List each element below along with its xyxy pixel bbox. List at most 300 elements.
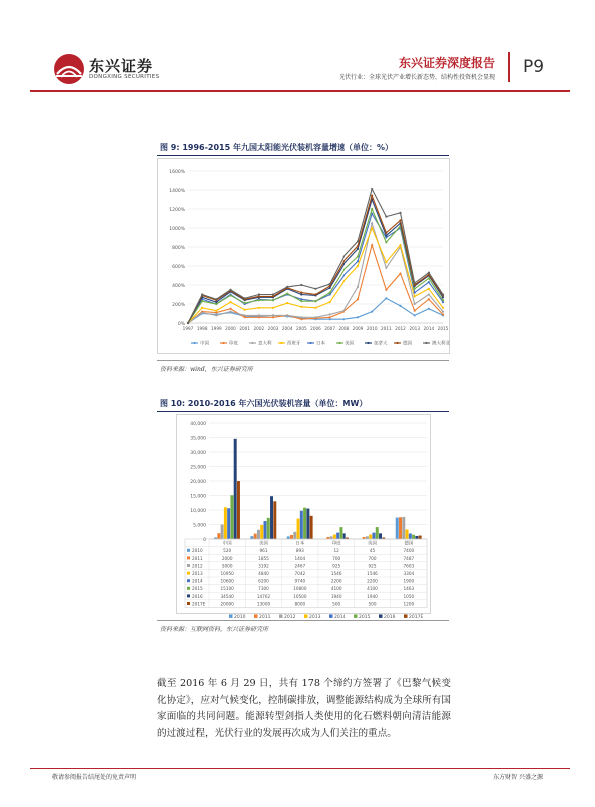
bar xyxy=(333,535,336,539)
x-tick-label: 2004 xyxy=(281,326,293,331)
data-point xyxy=(329,293,331,295)
page-number: P9 xyxy=(523,57,545,77)
data-point xyxy=(385,297,387,299)
data-point xyxy=(357,255,359,257)
bar xyxy=(306,509,309,539)
table-cell-value: 1940 xyxy=(330,593,342,599)
table-cell-value: 893 xyxy=(295,548,304,554)
table-cell-value: 14762 xyxy=(256,593,271,599)
x-tick-label: 2002 xyxy=(253,326,265,331)
bar xyxy=(419,536,422,539)
data-point xyxy=(244,302,246,304)
figure10-source: 资料来源：互联网资料，东兴证券研究所 xyxy=(160,626,269,633)
data-point xyxy=(357,260,359,262)
y-tick-label: 30,000 xyxy=(190,451,206,456)
bar xyxy=(396,518,399,539)
data-point xyxy=(329,283,331,285)
y-tick-label: 400% xyxy=(172,284,185,289)
bar xyxy=(339,527,342,539)
x-tick-label: 2009 xyxy=(352,326,364,331)
data-point xyxy=(385,267,387,269)
table-cell-value: 7400 xyxy=(403,548,415,554)
legend-marker xyxy=(251,342,253,344)
bar xyxy=(250,536,253,539)
data-point xyxy=(229,301,231,303)
table-cell-value: 925 xyxy=(368,563,377,569)
legend-marker xyxy=(309,342,311,344)
category-label: 英国 xyxy=(368,541,377,547)
y-tick-label: 40,000 xyxy=(190,422,206,427)
table-cell-value: 12 xyxy=(333,548,339,554)
y-tick-label: 10,000 xyxy=(190,509,206,514)
legend-swatch xyxy=(229,614,233,618)
footer-disclaimer: 敬请参阅报告结尾处的免责声明 xyxy=(52,774,137,781)
legend-marker xyxy=(280,342,282,344)
data-point xyxy=(428,288,430,290)
company-logo xyxy=(52,52,160,86)
data-point xyxy=(428,281,430,283)
data-point xyxy=(244,316,246,318)
series-line xyxy=(188,214,443,323)
table-cell-value: 1940 xyxy=(367,593,378,599)
x-tick-label: 2005 xyxy=(295,326,307,331)
bar xyxy=(237,481,240,539)
legend-marker xyxy=(396,342,398,344)
data-point xyxy=(300,284,302,286)
legend-label: 美国 xyxy=(345,341,354,347)
table-cell-value: 7603 xyxy=(403,563,415,569)
table-cell-value: 5000 xyxy=(221,563,233,569)
data-point xyxy=(442,296,444,298)
data-point xyxy=(343,274,345,276)
table-cell-value: 1463 xyxy=(403,586,415,592)
data-point xyxy=(442,313,444,315)
legend-label: 澳大利亚 xyxy=(432,341,450,347)
table-cell-value: 4100 xyxy=(330,586,342,592)
data-point xyxy=(272,316,274,318)
table-cell-value: 15100 xyxy=(220,586,234,592)
data-point xyxy=(272,314,274,316)
bar xyxy=(379,533,382,539)
data-point xyxy=(314,288,316,290)
table-cell-value: 45 xyxy=(369,548,376,554)
bar xyxy=(303,508,306,539)
legend-label: 中国 xyxy=(200,341,209,347)
data-point xyxy=(300,318,302,320)
data-point xyxy=(385,261,387,263)
legend-label: 2010 xyxy=(234,614,246,620)
footer-slogan: 东方财智 兴盛之源 xyxy=(493,774,543,781)
x-tick-label: 2010 xyxy=(366,326,378,331)
header-rule xyxy=(30,90,570,92)
data-point xyxy=(215,314,217,316)
figure9-caption: 图 9: 1996-2015 年九国太阳能光伏装机容量增速（单位：%） xyxy=(160,143,393,152)
legend-label: 印度 xyxy=(229,341,238,347)
data-point xyxy=(385,236,387,238)
bar xyxy=(224,507,227,539)
bar xyxy=(257,530,260,539)
data-point xyxy=(201,311,203,313)
data-point xyxy=(414,314,416,316)
y-tick-label: 5,000 xyxy=(193,523,206,529)
x-tick-label: 2015 xyxy=(437,326,449,331)
data-point xyxy=(272,307,274,309)
category-label: 日本 xyxy=(295,541,305,547)
data-point xyxy=(357,240,359,242)
data-point xyxy=(442,301,444,303)
bar xyxy=(376,527,379,539)
data-point xyxy=(357,248,359,250)
data-point xyxy=(357,245,359,247)
bar xyxy=(254,534,257,539)
bar-chart-svg xyxy=(177,415,432,620)
bar xyxy=(373,533,376,539)
x-tick-label: 2012 xyxy=(395,326,406,331)
data-point xyxy=(414,303,416,305)
table-cell-value: 10600 xyxy=(220,578,234,584)
bar xyxy=(343,533,346,539)
table-cell-value: 10800 xyxy=(293,586,307,592)
table-cell-value: 700 xyxy=(368,555,377,561)
data-point xyxy=(258,295,260,297)
data-point xyxy=(414,292,416,294)
figure10-source-rule xyxy=(157,620,449,621)
data-point xyxy=(343,255,345,257)
data-point xyxy=(286,286,288,288)
logo-mark-icon xyxy=(52,52,86,86)
data-point xyxy=(272,293,274,295)
table-cell-value: 9740 xyxy=(294,578,306,584)
footer-rule xyxy=(30,768,570,769)
data-point xyxy=(300,300,302,302)
data-point xyxy=(329,313,331,315)
table-cell-value: 925 xyxy=(332,563,341,569)
bar xyxy=(363,537,366,539)
data-point xyxy=(399,212,401,214)
x-tick-label: 2006 xyxy=(310,326,321,331)
bar xyxy=(399,517,402,539)
table-cell-value: 520 xyxy=(223,548,232,554)
data-point xyxy=(244,314,246,316)
data-point xyxy=(414,310,416,312)
table-cell-value: 3304 xyxy=(403,571,415,576)
y-tick-label: 1600% xyxy=(169,170,185,175)
legend-label: 2014 xyxy=(334,614,346,620)
data-point xyxy=(442,307,444,309)
x-tick-label: 2007 xyxy=(324,326,336,331)
y-tick-label: 25,000 xyxy=(190,465,206,471)
table-swatch xyxy=(187,572,190,575)
category-label: 中国 xyxy=(222,541,232,547)
table-swatch xyxy=(187,556,190,559)
bar xyxy=(412,535,415,539)
table-series-label: 2016 xyxy=(192,593,203,599)
page-header xyxy=(0,0,595,92)
data-point xyxy=(357,298,359,300)
category-label: 德国 xyxy=(404,541,414,547)
data-point xyxy=(300,293,302,295)
data-point xyxy=(229,289,231,291)
legend-label: 加拿大 xyxy=(374,341,388,347)
data-point xyxy=(399,244,401,246)
legend-swatch xyxy=(379,614,383,618)
bar-chart-capacity xyxy=(176,414,431,620)
table-swatch xyxy=(187,564,190,567)
table-cell-value: 4840 xyxy=(258,571,269,576)
legend-swatch xyxy=(254,614,258,618)
data-point xyxy=(201,293,203,295)
data-point xyxy=(329,292,331,294)
data-point xyxy=(371,188,373,190)
data-point xyxy=(215,303,217,305)
table-cell-value: 500 xyxy=(368,601,377,607)
bar xyxy=(310,516,313,539)
legend-swatch xyxy=(354,614,358,618)
data-point xyxy=(258,314,260,316)
bar xyxy=(264,521,267,539)
x-tick-label: 1999 xyxy=(210,326,222,331)
table-cell-value: 4100 xyxy=(367,586,378,592)
data-point xyxy=(258,307,260,309)
data-point xyxy=(329,285,331,287)
category-label: 印度 xyxy=(331,541,341,547)
y-tick-label: 0 xyxy=(203,538,206,543)
table-cell-value: 10950 xyxy=(220,571,234,576)
data-point xyxy=(329,287,331,289)
legend-swatch xyxy=(304,614,308,618)
legend-label: 2012 xyxy=(284,614,296,620)
data-point xyxy=(371,244,373,246)
table-cell-value: 1546 xyxy=(330,571,342,576)
data-point xyxy=(371,222,373,224)
table-cell-value: 1900 xyxy=(403,578,415,584)
data-point xyxy=(300,298,302,300)
bar xyxy=(326,537,329,539)
x-tick-label: 1998 xyxy=(196,326,208,331)
bar xyxy=(227,508,230,539)
legend-swatch xyxy=(404,614,408,618)
bar xyxy=(415,536,418,539)
data-point xyxy=(442,293,444,295)
data-point xyxy=(258,316,260,318)
data-point xyxy=(286,292,288,294)
data-point xyxy=(244,309,246,311)
legend-swatch xyxy=(279,614,283,618)
data-point xyxy=(201,300,203,302)
x-tick-label: 1997 xyxy=(182,326,194,331)
y-tick-label: 200% xyxy=(172,303,185,308)
data-point xyxy=(215,301,217,303)
table-cell-value: 1546 xyxy=(367,571,378,576)
legend-label: 意大利 xyxy=(258,341,272,347)
table-cell-value: 2467 xyxy=(294,563,306,569)
bar xyxy=(336,533,339,539)
legend-label: 2011 xyxy=(259,614,271,620)
data-point xyxy=(187,322,189,324)
data-point xyxy=(428,293,430,295)
data-point xyxy=(357,316,359,318)
legend-label: 西班牙 xyxy=(287,341,301,347)
y-tick-label: 0% xyxy=(177,322,185,327)
table-cell-value: 3192 xyxy=(258,563,269,569)
line-chart-growth xyxy=(157,158,450,354)
legend-marker xyxy=(222,342,224,344)
table-cell-value: 700 xyxy=(332,555,341,561)
bar xyxy=(221,525,224,540)
legend-marker xyxy=(367,342,369,344)
table-swatch xyxy=(187,602,190,605)
logo-text-cn: 东兴证券 xyxy=(89,57,154,75)
legend-label: 2017E xyxy=(409,614,424,620)
legend-label: 2016 xyxy=(384,614,396,620)
data-point xyxy=(428,272,430,274)
body-paragraph: 截至 2016 年 6 月 29 日，共有 178 个缔约方签署了《巴黎气候变化协定》，应对气候变化，控制碳排放，调整能源结构成为全球所有国家面临的共同问题。能源转型剑指人类使用的化石燃料朝向清洁能源的过渡过程，光伏行业的发展再次成为人们关注的重点。 xyxy=(157,678,451,739)
x-tick-label: 2013 xyxy=(409,326,421,331)
bar xyxy=(217,533,220,539)
data-point xyxy=(258,299,260,301)
x-tick-label: 2008 xyxy=(338,326,350,331)
data-point xyxy=(343,260,345,262)
data-point xyxy=(371,195,373,197)
data-point xyxy=(343,280,345,282)
data-point xyxy=(357,265,359,267)
data-point xyxy=(286,314,288,316)
table-swatch xyxy=(187,549,190,552)
bar xyxy=(402,517,405,539)
bar xyxy=(409,533,412,539)
data-point xyxy=(414,282,416,284)
data-point xyxy=(314,316,316,318)
y-tick-label: 1200% xyxy=(169,208,185,213)
y-tick-label: 1400% xyxy=(169,189,185,194)
header-divider xyxy=(508,52,510,82)
logo-text-en: DONGXING SECURITIES xyxy=(89,74,160,80)
figure9-source-rule xyxy=(157,360,449,361)
data-point xyxy=(244,297,246,299)
table-series-label: 2013 xyxy=(192,571,203,576)
table-swatch xyxy=(187,579,190,582)
table-swatch xyxy=(187,587,190,590)
x-tick-label: 2014 xyxy=(423,326,435,331)
data-point xyxy=(272,295,274,297)
bar xyxy=(369,535,372,539)
data-point xyxy=(329,318,331,320)
table-cell-value: 10500 xyxy=(293,593,307,599)
table-cell-value: 7042 xyxy=(294,571,306,576)
x-tick-label: 2011 xyxy=(380,326,392,331)
table-cell-value: 7300 xyxy=(258,586,269,592)
figure10-caption-rule xyxy=(157,411,449,412)
data-point xyxy=(300,306,302,308)
table-cell-value: 34540 xyxy=(220,593,234,599)
data-point xyxy=(399,305,401,307)
bar xyxy=(406,529,409,539)
table-swatch xyxy=(187,594,190,597)
table-cell-value: 1050 xyxy=(403,593,415,599)
table-cell-value: 961 xyxy=(259,548,268,554)
data-point xyxy=(201,307,203,309)
data-point xyxy=(258,293,260,295)
table-series-label: 2017E xyxy=(192,601,206,607)
data-point xyxy=(414,295,416,297)
bar xyxy=(267,518,270,539)
legend-label: 2013 xyxy=(309,614,321,620)
legend-label: 2015 xyxy=(359,614,371,620)
data-point xyxy=(300,292,302,294)
table-series-label: 2014 xyxy=(192,578,203,584)
data-point xyxy=(215,298,217,300)
data-point xyxy=(385,232,387,234)
table-cell-value: 1855 xyxy=(258,555,269,561)
table-series-label: 2010 xyxy=(192,548,203,554)
data-point xyxy=(343,310,345,312)
data-point xyxy=(385,216,387,218)
data-point xyxy=(272,299,274,301)
y-tick-label: 600% xyxy=(172,265,185,270)
legend-label: 德国 xyxy=(403,341,412,347)
y-tick-label: 35,000 xyxy=(190,436,206,442)
data-point xyxy=(414,284,416,286)
table-cell-value: 2200 xyxy=(330,578,342,584)
bar xyxy=(297,519,300,539)
line-chart-svg xyxy=(158,159,451,355)
table-cell-value: 500 xyxy=(332,601,341,607)
y-tick-label: 800% xyxy=(172,246,185,251)
data-point xyxy=(385,235,387,237)
bar xyxy=(366,536,369,539)
bar xyxy=(290,535,293,539)
y-tick-label: 20,000 xyxy=(190,480,206,485)
data-point xyxy=(215,310,217,312)
data-point xyxy=(428,308,430,310)
report-subtitle: 光伏行业：全球光伏产业增长新态势，结构性投资机会显现 xyxy=(338,74,495,81)
data-point xyxy=(399,273,401,275)
data-point xyxy=(300,316,302,318)
bar xyxy=(293,532,296,539)
bar xyxy=(230,495,233,539)
data-point xyxy=(414,288,416,290)
data-point xyxy=(215,311,217,313)
table-cell-value: 8000 xyxy=(294,601,306,607)
data-point xyxy=(442,311,444,313)
data-point xyxy=(357,286,359,288)
table-cell-value: 7487 xyxy=(403,555,415,561)
bar xyxy=(287,536,290,539)
table-cell-value: 1404 xyxy=(294,555,306,561)
figure10-caption: 图 10: 2010-2016 年六国光伏装机容量（单位：MW） xyxy=(160,399,368,408)
data-point xyxy=(385,241,387,243)
data-point xyxy=(229,311,231,313)
legend-marker xyxy=(338,342,340,344)
data-point xyxy=(314,300,316,302)
y-tick-label: 1000% xyxy=(169,227,185,232)
table-cell-value: 2200 xyxy=(367,578,378,584)
bar xyxy=(300,511,303,539)
bar xyxy=(330,536,333,539)
data-point xyxy=(229,308,231,310)
table-series-label: 2012 xyxy=(192,563,203,569)
table-series-label: 2015 xyxy=(192,586,203,592)
data-point xyxy=(343,318,345,320)
data-point xyxy=(428,298,430,300)
data-point xyxy=(385,289,387,291)
x-tick-label: 2000 xyxy=(225,326,236,331)
figure9-caption-rule xyxy=(157,155,449,156)
data-point xyxy=(442,299,444,301)
data-point xyxy=(371,208,373,210)
data-point xyxy=(343,269,345,271)
x-tick-label: 2001 xyxy=(239,326,251,331)
